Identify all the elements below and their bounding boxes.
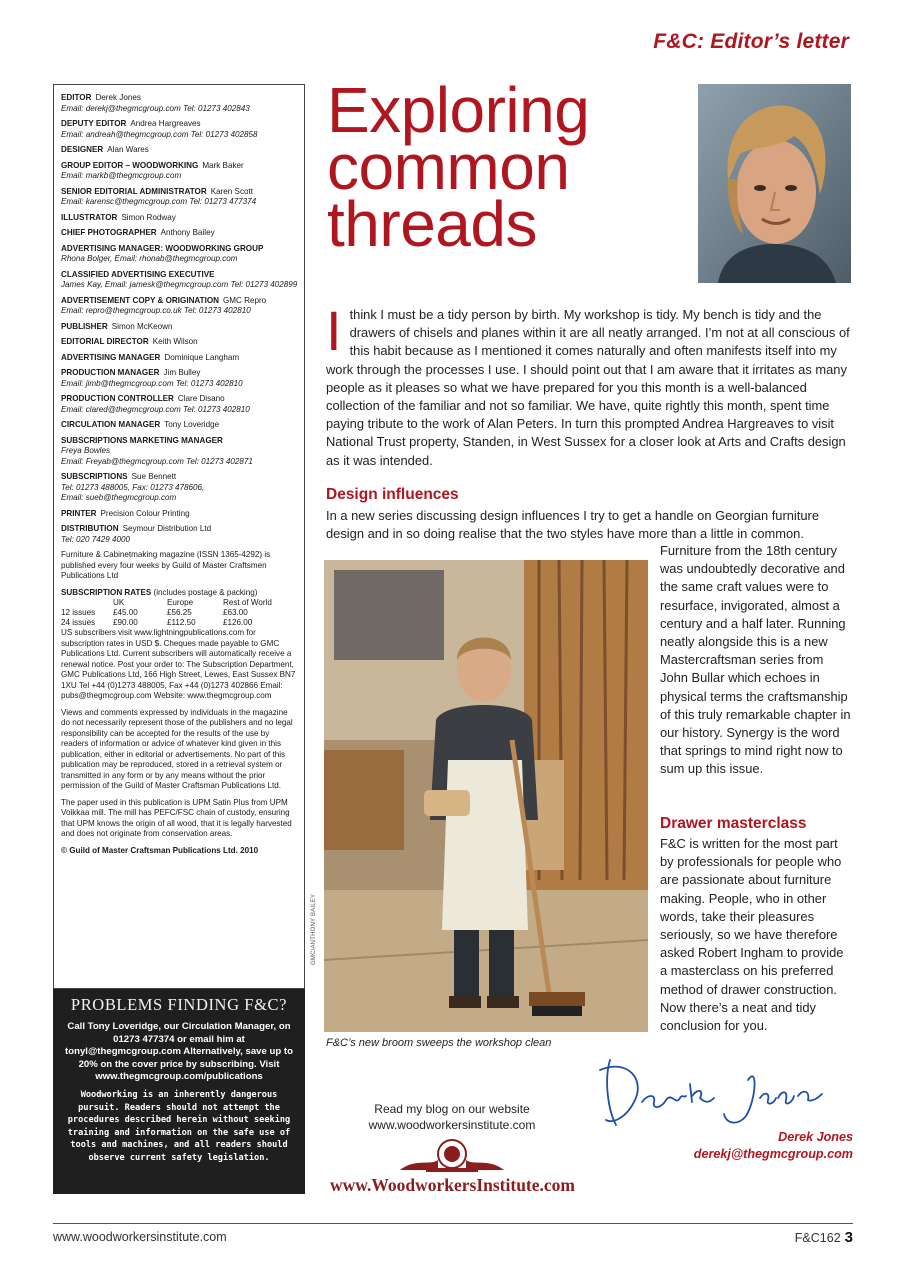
masthead-role-line [61,244,298,255]
masthead-name: Derek Jones [95,93,141,102]
masthead-role: ADVERTISING MANAGER [61,352,161,362]
intro-text: think I must be a tidy person by birth. My workshop is tidy. My bench is tidy and the drawers of chisels and planes within it are all neatly arranged. I’m not at all conscious of this habit because as I mentioned it comes naturally and often manifests itself into my work through the processes I use. I should point out that I am aware that it irritates as many people as it pleases so what we have prepared for you this month is a well-balanced collection of the familiar and not so familiar. We have, quite rightly this month, spent time paying tribute to the work of Alan Peters. In turn this prompted Andrea Hargreaves to visit National Trust property, Standen, in West Sussex for a closer look at Arts and Crafts design as it was intended. [326,307,850,468]
masthead-entry [61,436,298,468]
masthead-name: Precision Colour Printing [100,508,190,518]
issue-number: F&C162 [794,1231,841,1245]
page-number: 3 [844,1229,853,1246]
masthead-entry [61,353,298,364]
masthead-contact: Email: derekj@thegmcgroup.com Tel: 01273 402843 [61,103,250,113]
rates-cell: £90.00 [113,618,138,627]
masthead-entry [61,161,298,182]
masthead-name: Mark Baker [202,160,244,170]
problems-box [53,989,305,1194]
rates-header-cell [61,598,113,608]
masthead-role-line [61,509,298,520]
rates-cell: £56.25 [167,608,192,617]
masthead-name: Sue Bennett [131,472,177,481]
masthead-role: ADVERTISING MANAGER: WOODWORKING GROUP [61,243,264,253]
subscription-note: (includes postage & packing) [153,587,258,597]
rates-cell: £112.50 [167,618,196,627]
safety-warning: Woodworking is an inherently dangerous pursuit. Readers should not attempt the procedures described herein without seeking training and information on the safe use of tools and machines, and all readers should observe current safety legislation. [67,1089,291,1163]
masthead-contact: Email: clared@thegmcgroup.com Tel: 01273 402810 [61,404,250,414]
masthead-entry [61,394,298,415]
masthead-role-line [61,337,298,348]
masthead-contact: Email: sueb@thegmcgroup.com [61,493,177,502]
rates-cell: £126.00 [223,618,253,627]
rates-row [61,618,298,628]
masthead-entry [61,509,298,520]
masthead-contact: Email: karensc@thegmcgroup.com Tel: 01273 477374 [61,197,257,206]
masthead-role-line [61,145,298,156]
masthead-contact: Email: repro@thegmcgroup.co.uk Tel: 01273 402810 [61,306,251,315]
masthead-role-line [61,296,298,307]
article-intro [326,299,852,470]
masthead-role-line [61,161,298,172]
masthead-role-line [61,353,298,364]
masthead-role: PUBLISHER [61,321,108,331]
footer-divider [53,1223,853,1224]
photo-caption: F&C’s new broom sweeps the workshop clean [326,1037,552,1049]
masthead-role: SENIOR EDITORIAL ADMINISTRATOR [61,186,207,196]
workshop-photo [324,560,648,1032]
masthead-entry [61,524,298,545]
subscription-title: SUBSCRIPTION RATES [61,587,152,597]
editor-name: Derek Jones [778,1130,853,1144]
masthead-role: DESIGNER [61,145,104,154]
masthead-role: SUBSCRIPTIONS MARKETING MANAGER [61,435,223,445]
rates-cell: 24 issues [61,618,96,627]
masthead-contact: Freya Bowles [61,446,111,455]
masthead-name: Simon Rodway [121,212,176,222]
masthead-entry [61,420,298,431]
masthead-entry [61,368,298,389]
masthead-name: Andrea Hargreaves [130,119,201,128]
masthead-contact: Email: Freyab@thegmcgroup.com Tel: 01273 402871 [61,456,253,466]
subscription-details: US subscribers visit www.lightningpublications.com for subscription rates in USD $. Cheques made payable to GMC Publications Ltd. Current subscribers will automatically receive a renewal notice. Post your order to: The Subscription Department, GMC Publications Ltd, 166 High Street, Lewes, East Sussex BN7 1XU Tel +44 (0)1273 488005, Fax +44 (0)1273 402866 Email: pubs@thegmcgroup.com Website: www.thegmcgroup.com [61,628,296,700]
rates-header-row [61,598,298,608]
editor-email: derekj@thegmcgroup.com [693,1147,853,1161]
masthead-role-line [61,394,298,405]
masthead-name: GMC Repro [223,295,267,305]
para-drawer: F&C is written for the most part by professionals for people who are passionate about furniture making. People, who in other words, take their pleasures seriously, so we have therefore asked Robert Ingham to provide a masterclass on his preferred method of drawer construction. Now there’s a neat and tidy conclusion for you. [660,836,844,1034]
masthead-entries [61,93,298,545]
copyright: © Guild of Master Craftsman Publications Ltd. 2010 [61,845,259,855]
drop-cap: I [326,299,342,362]
masthead-name: Anthony Bailey [160,228,215,237]
masthead-name: Keith Wilson [152,337,198,346]
rates-header-cell: UK [113,598,125,607]
masthead-role: DEPUTY EDITOR [61,119,127,128]
masthead-name: Simon McKeown [111,321,173,331]
masthead-role: GROUP EDITOR – WOODWORKING [61,160,199,170]
photo-credit: GMC/ANTHONY BAILEY [311,893,317,965]
masthead-role-line [61,472,298,483]
masthead-entry [61,337,298,348]
para-design-wrap: Furniture from the 18th century was undoubtedly decorative and the same craft values were to resurface, invigorated, almost a century and a half later. Running neatly alongside this is a new Mastercraftsman series from John Bullar which echoes in physical terms the craftsmanship of this truly remarkable chapter in our history. Synergy is the word that springs to mind right now to sum up this issue. [660,543,851,777]
heading-drawer-masterclass: Drawer masterclass [660,815,807,832]
masthead-role-line [61,213,298,224]
masthead-entry [61,244,298,265]
masthead-name: Karen Scott [210,186,253,196]
para-design-full: In a new series discussing design influences I try to get a handle on Georgian furniture design and in so doing realise that the two styles have more than a little in common. [326,508,819,542]
masthead-role-line [61,436,298,447]
masthead-contact: Email: andreah@thegmcgroup.com Tel: 01273 402858 [61,129,258,139]
masthead-entry [61,93,298,114]
masthead-entry [61,228,298,239]
masthead-contact: Rhona Bolger, Email: rhonab@thegmcgroup.com [61,254,238,263]
rates-header-cell: Rest of World [223,598,272,607]
signature-block [694,1129,853,1163]
masthead-contact: Tel: 020 7429 4000 [61,534,131,544]
headline [327,74,667,260]
problems-body: Call Tony Loveridge, our Circulation Manager, on 01273 477374 or email him at tonyl@thegmcgroup.com Alternatively, save up to 20% on the cover price by subscribing. Visit www.thegmcgroup.com/publications [65,1021,293,1083]
masthead-role-line [61,228,298,239]
masthead-role: PRODUCTION MANAGER [61,368,160,377]
masthead-role: ILLUSTRATOR [61,212,118,222]
masthead-name: Tony Loveridge [164,420,220,429]
rates-cell: 12 issues [61,608,96,617]
rates-table [61,598,298,628]
subscription-rates [61,588,298,599]
publication-info: Furniture & Cabinetmaking magazine (ISSN 1365-4292) is published every four weeks by Guild of Master Craftsmen Publications Ltd [61,550,271,580]
masthead-role: EDITORIAL DIRECTOR [61,337,149,346]
logo-text: www.WoodworkersInstitute.com [330,1175,575,1195]
masthead-role: CHIEF PHOTOGRAPHER [61,228,157,237]
masthead-role-line [61,524,298,535]
problems-title: PROBLEMS FINDING F&C? [70,995,288,1014]
signature [598,1040,828,1130]
masthead-name: Jim Bulley [163,368,201,377]
masthead-entry [61,322,298,333]
headline-line: Exploring [327,74,590,146]
masthead-name: Clare Disano [177,394,225,403]
editor-portrait [698,84,851,283]
blog-note: Read my blog on our website www.woodworkersinstitute.com [368,1102,536,1132]
masthead-role: ADVERTISEMENT COPY & ORIGINATION [61,295,219,305]
masthead-entry [61,472,298,504]
masthead-role-line [61,187,298,198]
masthead-box [53,84,305,989]
footer-website[interactable]: www.woodworkersinstitute.com [53,1230,227,1244]
masthead-role: PRODUCTION CONTROLLER [61,394,174,403]
masthead-name: Seymour Distribution Ltd [122,524,212,533]
masthead-role-line [61,420,298,431]
rates-cell: £45.00 [113,608,138,617]
masthead-contact: Email: jimb@thegmcgroup.com Tel: 01273 402810 [61,378,243,388]
rates-cell: £63.00 [223,608,248,617]
paper-note: The paper used in this publication is UPM Satin Plus from UPM Voikkaa mill. The mill has PEFC/FSC chain of custody, ensuring that UPM knows the origin of all wood, that it is legally harvested and does not originate from conservation areas. [61,797,292,838]
masthead-role: PRINTER [61,508,97,518]
masthead-entry [61,270,298,291]
masthead-role: CIRCULATION MANAGER [61,420,161,429]
masthead-entry [61,145,298,156]
masthead-entry [61,213,298,224]
masthead-role: EDITOR [61,93,92,102]
section-title: F&C: Editor’s letter [653,30,849,53]
masthead-role-line [61,119,298,130]
masthead-role: DISTRIBUTION [61,524,119,533]
masthead-contact: Email: markb@thegmcgroup.com [61,171,182,180]
rates-header-cell: Europe [167,598,194,607]
masthead-name: Dominique Langham [164,352,240,362]
masthead-entry [61,119,298,140]
masthead-role-line [61,368,298,379]
masthead-entry [61,187,298,208]
masthead-role: SUBSCRIPTIONS [61,472,128,481]
headline-line: common [327,131,570,203]
masthead-contact: James Kay, Email: jamesk@thegmcgroup.com Tel: 01273 402899 [61,280,298,289]
headline-line: threads [327,188,537,260]
footer-page-info [795,1229,853,1246]
masthead-role-line [61,93,298,104]
rates-row [61,608,298,618]
masthead-role: CLASSIFIED ADVERTISING EXECUTIVE [61,269,215,279]
masthead-contact: Tel: 01273 488005, Fax: 01273 478606, [61,482,205,492]
masthead-name: Alan Wares [107,145,149,154]
disclaimer: Views and comments expressed by individuals in the magazine do not necessarily represent those of the publishers and no legal responsibility can be accepted for the results of the use by readers of information or advice of whatever kind given in this publication, either in editorial or advertisements. No part of this publication may be reproduced, stored in a retrieval system or transmitted in any form or by any means without the prior permission of the Guild of Master Craftsman Publications Ltd. [61,707,293,790]
masthead-role-line [61,322,298,333]
masthead-entry [61,296,298,317]
heading-design-influences: Design influences [326,486,459,503]
masthead-role-line [61,270,298,281]
